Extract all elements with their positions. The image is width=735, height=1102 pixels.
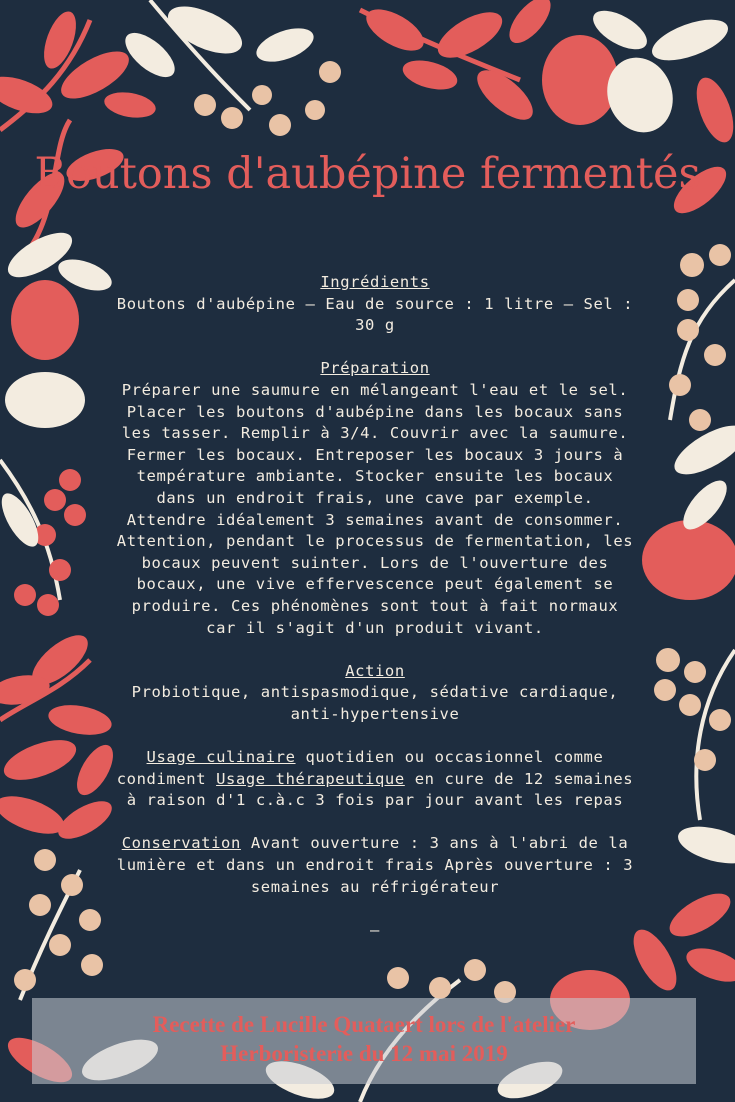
leaf-branch-top-right bbox=[360, 0, 558, 128]
usage-therapeutic-text: en cure de 12 semaines à raison d'1 c.à.c 3 fois par jour avant les repas bbox=[126, 769, 634, 810]
footer-credit bbox=[32, 1010, 696, 1068]
preparation-section bbox=[112, 358, 638, 639]
usage-culinary-text: quotidien ou occasionnel comme condiment bbox=[116, 748, 604, 788]
conservation-section bbox=[112, 833, 638, 898]
page-title: Boutons d'aubépine fermentés bbox=[34, 149, 701, 199]
berry-branch-right bbox=[625, 244, 735, 997]
action-heading: Action bbox=[345, 661, 405, 680]
preparation-text: Préparer une saumure en mélangeant l'eau et le sel. Placer les boutons d'aubépine dans les bocaux sans les tasser. Remplir à 3/4. Couvrir avec la saumure. Fermer les bocaux. Entreposer les bocaux 3 jours à température ambiante. Stocker ensuite les bocaux dans un endroit frais, une cave par exemple. Attendre idéalement 3 semaines avant de consommer. Attention, pendant le processus de fermentation, les bocaux peuvent suinter. Lors de l'ouverture des bocaux, une vive effervescence peut également se produire. Ces phénomènes sont tout à fait normaux car il s'agit d'un produit vivant. bbox=[116, 380, 634, 637]
usage-culinary-heading: Usage culinaire bbox=[146, 748, 296, 767]
leaf-branch-left-lower bbox=[0, 627, 120, 847]
conservation-text: Avant ouverture : 3 ans à l'abri de la lumière et dans un endroit frais Après ouverture : 3 semaines au réfrigérateur bbox=[116, 834, 634, 896]
recipe-body bbox=[112, 272, 638, 963]
ingredients-section bbox=[112, 272, 638, 337]
action-section bbox=[112, 661, 638, 726]
footer-line-2: Herboristerie du 12 mai 2019 bbox=[220, 1041, 508, 1066]
berry-branch-left bbox=[0, 460, 86, 616]
action-text: Probiotique, antispasmodique, sédative cardiaque, anti-hypertensive bbox=[131, 683, 619, 723]
usage-section bbox=[112, 747, 638, 812]
ingredients-heading: Ingrédients bbox=[320, 273, 430, 291]
fruit-left bbox=[1, 224, 115, 428]
usage-therapeutic-heading: Usage thérapeutique bbox=[216, 769, 405, 788]
ingredients-text: Boutons d'aubépine – Eau de source : 1 litre – Sel : 30 g bbox=[116, 294, 634, 335]
cream-branch-top bbox=[118, 0, 341, 136]
preparation-heading: Préparation bbox=[320, 359, 430, 378]
footer-line-1: Recette de Lucille Quataert lors de l'atelier bbox=[152, 1012, 576, 1037]
separator-dash: – bbox=[370, 920, 380, 939]
conservation-heading: Conservation bbox=[121, 834, 241, 853]
